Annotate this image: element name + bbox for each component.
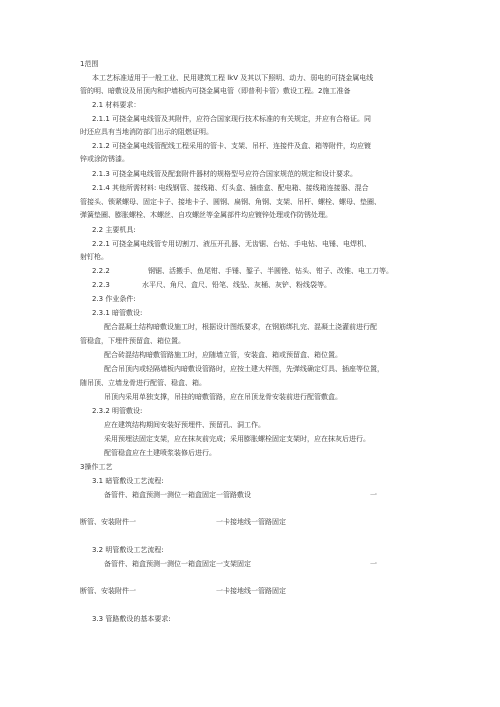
paragraph-line: 管接头、锁紧螺母、固定卡子、接地卡子、圆钢、扁钢、角钢、支架、吊杆、螺栓、螺母、垫圈、 — [80, 198, 381, 206]
paragraph-line: 随吊顶、立墙龙骨进行配管、稳盒、箱。 — [80, 379, 206, 387]
subsection-heading: 3.2 明管敷设工艺流程: — [92, 546, 164, 554]
process-flow-line: 一卡接地线一管路固定 — [216, 587, 286, 595]
paragraph-line: 管稳盒，下埋件预留盒、箱位置。 — [80, 337, 185, 345]
paragraph-line: 2.1.2 可挠金属电线管配线工程采用的管卡、支架、吊杆、连接件及盒、箱等附件，均应镀 — [92, 142, 372, 150]
paragraph-line: 锌或涂防锈漆。 — [80, 155, 129, 163]
paragraph-line: 吊顶内采用单独支撑，吊挂的暗敷管路，应在吊顶龙骨安装前进行配管敷盒。 — [104, 393, 342, 401]
subsection-heading: 2.3 作业条件: — [92, 295, 136, 303]
process-flow-line: 备管件、箱盒预测一测位一箱盒固定一支架固定 — [104, 560, 251, 568]
paragraph-line: 配合混凝土结构暗敷设施工时，根据设计图纸要求，在钢筋绑扎完、混凝土浇灌前进行配 — [104, 323, 377, 331]
process-flow-line: 一卡接地线一管路固定 — [216, 518, 286, 526]
paragraph-line: 2.2.1 可挠金属电线管专用切割刀、液压开孔器、无齿锯、台钻、手电钻、电锤、电焊机、 — [92, 240, 372, 248]
process-flow-line: 断管、安装附件一 — [80, 587, 136, 595]
paragraph-line: 2.1.4 其他所需材料: 电线钢管、接线箱、灯头盒、插座盒、配电箱、接线箱连接器、混合 — [92, 184, 369, 192]
subsection-heading: 2.1 材料要求： — [92, 101, 141, 109]
subsection-heading: 2.3.2 明管敷设: — [92, 407, 143, 415]
paragraph-line: 射钉枪。 — [80, 253, 108, 261]
clause-number: 2.2.3 — [92, 281, 110, 289]
paragraph-line: 配合砖混结构暗敷管路施工时，应随墙立管，安装盒、箱或预留盒、箱位置。 — [104, 351, 342, 359]
paragraph-line: 本工艺标准适用于一般工业、民用建筑工程 lkV 及其以下照明、动力、弱电的可挠金属电线 — [92, 74, 374, 82]
paragraph-line: 管的明、暗敷设及吊顶内和护墙板内可挠金属电管（即普利卡管）敷设工程。2施工准备 — [80, 87, 351, 95]
paragraph-line: 2.1.3 可挠金属电线管及配套附件器材的规格型号应符合国家规范的规定和设计要求。 — [92, 170, 358, 178]
process-flow-line: 断管、安装附件一 — [80, 518, 136, 526]
paragraph-line: 钢锯、活搬手、鱼尾钳、手锤、錾子、半圆锉、钻头、钳子、改锥、电工刀等。 — [148, 267, 393, 275]
subsection-heading: 2.3.1 暗管敷设: — [92, 309, 143, 317]
process-flow-line: 备管件、箱盒预测一测位一箱盒固定一管路敷设 — [104, 491, 251, 499]
paragraph-line: 采用预埋法固定支架，应在抹灰前完成；采用膨胀螺栓固定支架时，应在抹灰后进行。 — [104, 435, 370, 443]
subsection-heading: 3.3 管路敷设的基本要求: — [92, 615, 171, 623]
clause-number: 2.2.2 — [92, 267, 110, 275]
paragraph-line: 配管稳盒应在土建喷浆装修后进行。 — [104, 449, 216, 457]
process-flow-dash: 一 — [370, 560, 377, 568]
paragraph-line: 配合吊顶内或轻隔墙板内暗敷设管路时，应按土建大样图，先弹线确定灯具、插座等位置， — [104, 365, 384, 373]
section-heading-scope: 1范围 — [80, 60, 99, 68]
paragraph-line: 2.1.1 可挠金属电线管及其附件，应符合国家现行技术标准的有关规定，并应有合格证。同 — [92, 115, 372, 123]
section-heading-operation: 3操作工艺 — [80, 463, 113, 471]
paragraph-line: 水平尺、角尺、盒尺、铅笔、线坠、灰桶、灰铲、粉线袋等。 — [142, 281, 331, 289]
subsection-heading: 2.2 主要机具: — [92, 226, 136, 234]
paragraph-line: 应在建筑结构期间安装好预埋件、预留孔、洞工作。 — [104, 421, 265, 429]
process-flow-dash: 一 — [370, 491, 377, 499]
paragraph-line: 弹簧垫圈、膨胀螺栓、木螺丝、自攻螺丝等金属部件均应镀锌处理或作防锈处理。 — [80, 211, 332, 219]
paragraph-line: 时还应具有当地消防部门出示的阻燃证明。 — [80, 128, 213, 136]
subsection-heading: 3.1 暗管敷设工艺流程: — [92, 477, 164, 485]
